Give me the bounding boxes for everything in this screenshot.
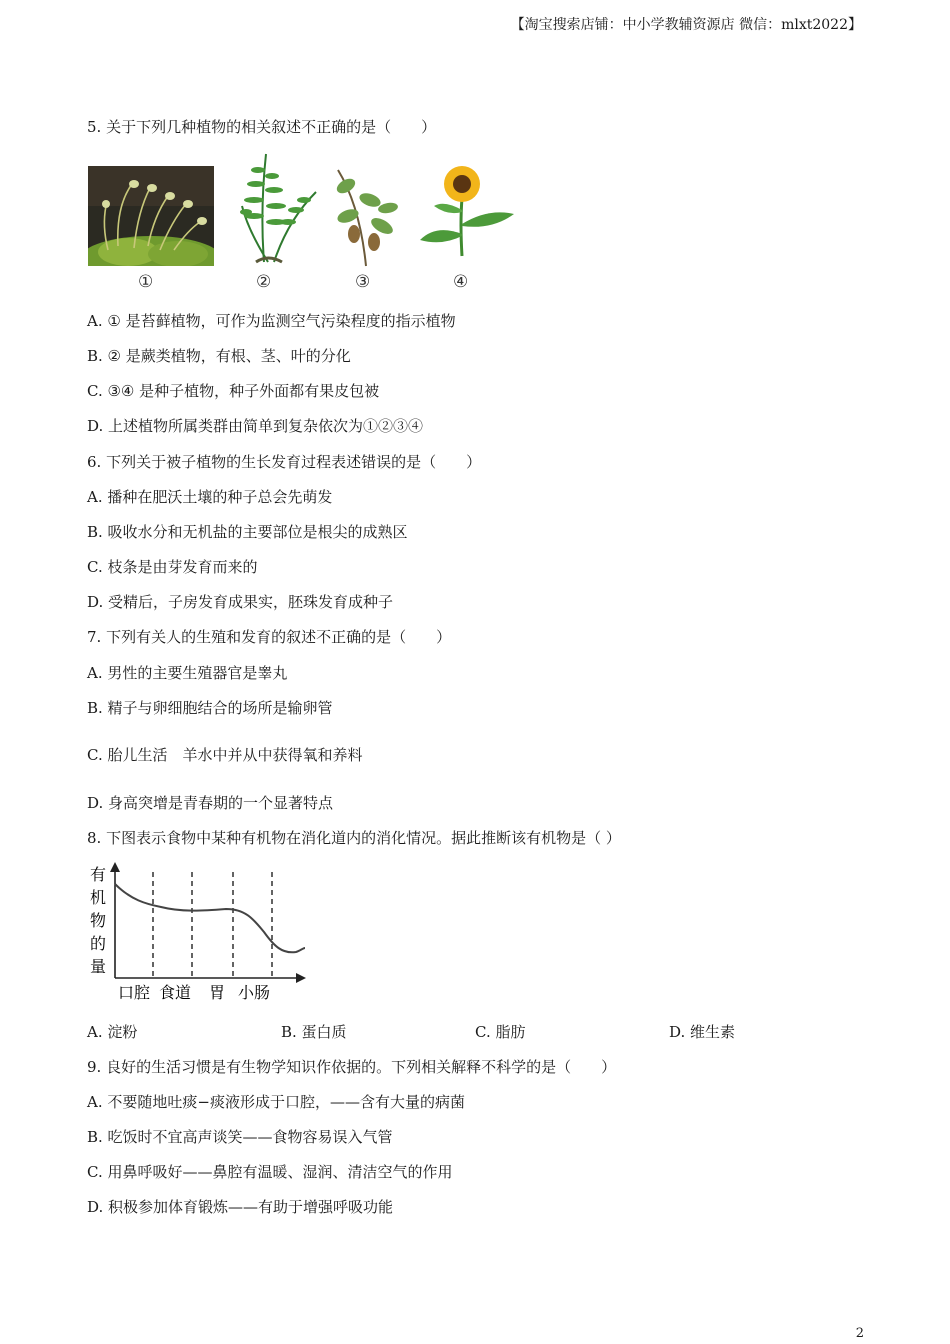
- x-axis-arrow: [296, 973, 306, 983]
- q5-option-d: D. 上述植物所属类群由简单到复杂依次为①②③④: [87, 417, 424, 435]
- y-axis-arrow: [110, 862, 120, 872]
- y-label-char: 物: [89, 911, 107, 930]
- q9-stem: 9. 良好的生活习惯是有生物学知识作依据的。下列相关解释不科学的是（ ）: [87, 1058, 617, 1076]
- plant-label-1: ①: [138, 272, 154, 292]
- moss-image: [88, 166, 214, 266]
- q8-option-b: B. 蛋白质: [281, 1023, 347, 1041]
- q7-option-b: B. 精子与卵细胞结合的场所是输卵管: [87, 699, 333, 717]
- q8-stem: 8. 下图表示食物中某种有机物在消化道内的消化情况。据此推断该有机物是（ ）: [87, 829, 621, 847]
- x-label-esophagus: 食道: [158, 983, 192, 1002]
- q7-option-d: D. 身高突增是青春期的一个显著特点: [87, 794, 334, 812]
- q5-option-b: B. ② 是蕨类植物，有根、茎、叶的分化: [87, 347, 351, 365]
- y-label-char: 机: [89, 888, 107, 907]
- q9-option-c: C. 用鼻呼吸好——鼻腔有温暖、湿润、清洁空气的作用: [87, 1163, 453, 1181]
- q6-option-c: C. 枝条是由芽发育而来的: [87, 558, 258, 576]
- y-label-char: 有: [89, 865, 107, 884]
- x-label-small-intestine: 小肠: [237, 983, 271, 1002]
- x-label-mouth: 口腔: [117, 983, 151, 1002]
- q6-stem: 6. 下列关于被子植物的生长发育过程表述错误的是（ ）: [87, 453, 482, 471]
- q6-option-a: A. 播种在肥沃土壤的种子总会先萌发: [87, 488, 333, 506]
- q7-option-c: C. 胎儿生活 羊水中并从中获得氧和养料: [87, 746, 363, 764]
- plant-label-3: ③: [355, 272, 371, 292]
- plant-label-4: ④: [453, 272, 469, 292]
- seed-plant-image: [330, 166, 402, 270]
- q9-option-d: D. 积极参加体育锻炼——有助于增强呼吸功能: [87, 1198, 394, 1216]
- x-label-stomach: 胃: [208, 983, 226, 1002]
- q6-option-b: B. 吸收水分和无机盐的主要部位是根尖的成熟区: [87, 523, 408, 541]
- q6-option-d: D. 受精后，子房发育成果实，胚珠发育成种子: [87, 593, 394, 611]
- q7-option-a: A. 男性的主要生殖器官是睾丸: [87, 664, 288, 682]
- q9-option-b: B. 吃饭时不宜高声谈笑——食物容易误入气管: [87, 1128, 393, 1146]
- page-number: 2: [855, 1326, 864, 1341]
- digestion-curve: [115, 884, 305, 952]
- q9-option-a: A. 不要随地吐痰−痰液形成于口腔，——含有大量的病菌: [87, 1093, 465, 1111]
- q5-stem: 5. 关于下列几种植物的相关叙述不正确的是（ ）: [87, 118, 437, 136]
- plant-label-2: ②: [256, 272, 272, 292]
- digestion-chart: [86, 860, 312, 1006]
- page-header: 【淘宝搜索店铺：中小学教辅资源店 微信：mlxt2022】: [510, 17, 862, 33]
- q5-option-c: C. ③④ 是种子植物，种子外面都有果皮包被: [87, 382, 380, 400]
- y-label-char: 量: [89, 957, 107, 976]
- q5-option-a: A. ① 是苔藓植物，可作为监测空气污染程度的指示植物: [87, 312, 456, 330]
- q7-stem: 7. 下列有关人的生殖和发育的叙述不正确的是（ ）: [87, 628, 452, 646]
- q8-option-c: C. 脂肪: [475, 1023, 526, 1041]
- sunflower-image: [418, 164, 518, 260]
- y-label-char: 的: [89, 934, 107, 953]
- fern-image: [238, 150, 322, 270]
- q8-option-d: D. 维生素: [669, 1023, 736, 1041]
- q8-option-a: A. 淀粉: [87, 1023, 138, 1041]
